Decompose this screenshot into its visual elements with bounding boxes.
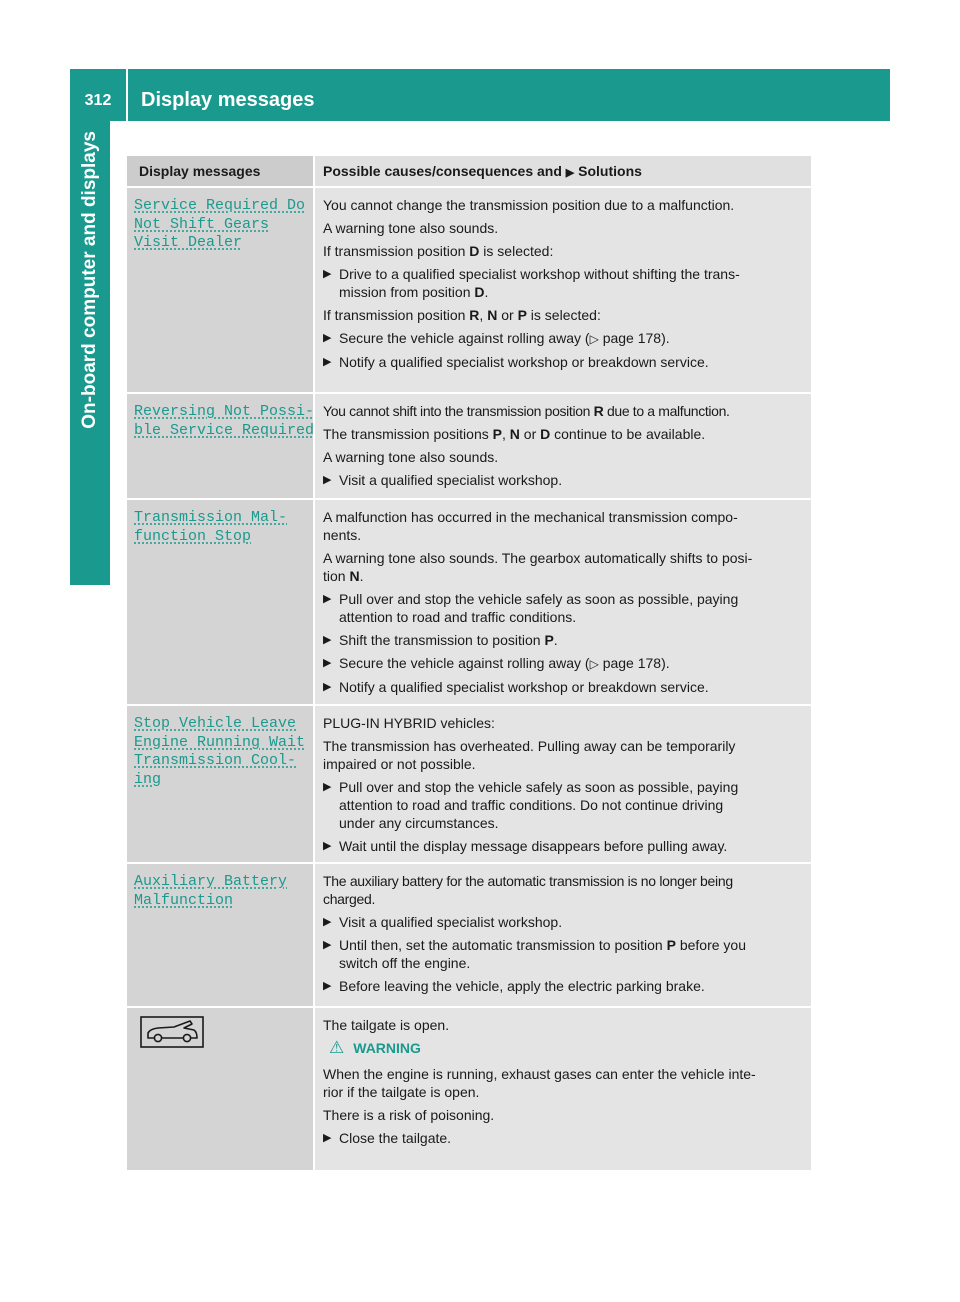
header-divider bbox=[126, 69, 128, 121]
instruction-step: ▶ Visit a qualified specialist workshop. bbox=[323, 914, 563, 930]
warning-label: WARNING bbox=[353, 1040, 421, 1056]
step-arrow-icon: ▶ bbox=[323, 1132, 332, 1144]
step-arrow-icon: ▶ bbox=[323, 474, 332, 486]
chapter-label: On-board computer and displays bbox=[79, 131, 100, 429]
instruction-step: ▶ Visit a qualified specialist workshop. bbox=[323, 472, 563, 488]
column-header-causes bbox=[315, 156, 811, 186]
page-reference-icon: ▷ bbox=[589, 657, 599, 671]
causes-cell bbox=[315, 1008, 811, 1170]
step-arrow-icon: ▶ bbox=[323, 840, 332, 852]
paragraph: If transmission position R, N or P is selected: bbox=[323, 307, 601, 323]
step-arrow-icon: ▶ bbox=[323, 781, 332, 793]
paragraph: When the engine is running, exhaust gases can enter the vehicle inte- rior if the tailgate is open. bbox=[323, 1066, 756, 1100]
causes-cell bbox=[315, 706, 811, 862]
message-cell bbox=[127, 864, 313, 1006]
message-cell bbox=[127, 706, 313, 862]
step-arrow-icon: ▶ bbox=[323, 916, 332, 928]
instruction-step: ▶ Shift the transmission to position P. bbox=[323, 632, 558, 648]
warning-heading bbox=[329, 1039, 803, 1057]
message-cell bbox=[127, 394, 313, 498]
message-cell bbox=[127, 1008, 313, 1170]
causes-cell bbox=[315, 188, 811, 392]
page-title: Display messages bbox=[141, 89, 315, 111]
display-message: Service Required Do Not Shift Gears Visit Dealer bbox=[134, 197, 306, 251]
arrow-right-icon: ▶ bbox=[565, 167, 575, 179]
column-header-causes-text: Possible causes/consequences and bbox=[323, 163, 562, 179]
paragraph: A warning tone also sounds. The gearbox automatically shifts to posi- tion N. bbox=[323, 550, 753, 584]
paragraph: You cannot shift into the transmission position R due to a malfunction. bbox=[323, 403, 730, 419]
step-arrow-icon: ▶ bbox=[323, 939, 332, 951]
display-message: Reversing Not Possi- ble Service Required bbox=[134, 403, 315, 439]
column-header-solutions-text: Solutions bbox=[578, 163, 642, 179]
message-cell bbox=[127, 500, 313, 704]
page-number: 312 bbox=[84, 92, 112, 109]
warning-icon: ⚠ bbox=[329, 1038, 345, 1057]
display-message: Auxiliary Battery Malfunction bbox=[134, 873, 288, 909]
instruction-step: ▶ Drive to a qualified specialist workshop without shifting the trans- mission from position D. bbox=[323, 266, 740, 300]
instruction-step: ▶ Secure the vehicle against rolling away (▷ page 178). bbox=[323, 655, 670, 671]
paragraph: A malfunction has occurred in the mechanical transmission compo- nents. bbox=[323, 509, 738, 543]
step-arrow-icon: ▶ bbox=[323, 980, 332, 992]
instruction-step: ▶ Pull over and stop the vehicle safely as soon as possible, paying attention to road and traffic conditions. Do not continue driving under any circumstances. bbox=[323, 779, 739, 831]
paragraph: PLUG-IN HYBRID vehicles: bbox=[323, 715, 495, 731]
table-row bbox=[127, 394, 811, 498]
page-reference-icon: ▷ bbox=[589, 332, 599, 346]
instruction-step: ▶ Close the tailgate. bbox=[323, 1130, 452, 1146]
table-header bbox=[127, 156, 811, 186]
table-row bbox=[127, 188, 811, 392]
display-message: Transmission Mal- function Stop bbox=[134, 509, 288, 545]
display-message: Stop Vehicle Leave Engine Running Wait Transmission Cool- ing bbox=[134, 715, 306, 788]
paragraph: If transmission position D is selected: bbox=[323, 243, 554, 259]
paragraph: There is a risk of poisoning. bbox=[323, 1107, 495, 1123]
step-arrow-icon: ▶ bbox=[323, 268, 332, 280]
paragraph: The transmission positions P, N or D continue to be available. bbox=[323, 426, 706, 442]
paragraph: The tailgate is open. bbox=[323, 1017, 450, 1033]
display-messages-table bbox=[127, 156, 811, 1170]
paragraph: The transmission has overheated. Pulling away can be temporarily impaired or not possible. bbox=[323, 738, 736, 772]
instruction-step: ▶ Notify a qualified specialist workshop or breakdown service. bbox=[323, 354, 709, 370]
step-arrow-icon: ▶ bbox=[323, 681, 332, 693]
paragraph: You cannot change the transmission position due to a malfunction. bbox=[323, 197, 735, 213]
instruction-step: ▶ Until then, set the automatic transmission to position P before you switch off the engine. bbox=[323, 937, 747, 971]
table-row bbox=[127, 706, 811, 862]
paragraph: The auxiliary battery for the automatic transmission is no longer being charged. bbox=[323, 873, 733, 907]
step-arrow-icon: ▶ bbox=[323, 593, 332, 605]
page-header bbox=[70, 69, 890, 121]
instruction-step: ▶ Notify a qualified specialist workshop or breakdown service. bbox=[323, 679, 709, 695]
chapter-side-tab bbox=[70, 121, 110, 585]
tailgate-open-icon bbox=[140, 1016, 204, 1048]
instruction-step: ▶ Secure the vehicle against rolling away (▷ page 178). bbox=[323, 330, 670, 346]
column-header-messages: Display messages bbox=[127, 156, 313, 186]
table-row bbox=[127, 1008, 811, 1170]
table-row bbox=[127, 500, 811, 704]
paragraph: A warning tone also sounds. bbox=[323, 449, 499, 465]
step-arrow-icon: ▶ bbox=[323, 332, 332, 344]
instruction-step: ▶ Pull over and stop the vehicle safely as soon as possible, paying attention to road and traffic conditions. bbox=[323, 591, 739, 625]
causes-cell bbox=[315, 500, 811, 704]
instruction-step: ▶ Wait until the display message disappears before pulling away. bbox=[323, 838, 728, 854]
step-arrow-icon: ▶ bbox=[323, 634, 332, 646]
instruction-step: ▶ Before leaving the vehicle, apply the electric parking brake. bbox=[323, 978, 705, 994]
paragraph: A warning tone also sounds. bbox=[323, 220, 499, 236]
causes-cell bbox=[315, 394, 811, 498]
table-row bbox=[127, 864, 811, 1006]
step-arrow-icon: ▶ bbox=[323, 356, 332, 368]
step-arrow-icon: ▶ bbox=[323, 657, 332, 669]
causes-cell bbox=[315, 864, 811, 1006]
message-cell bbox=[127, 188, 313, 392]
